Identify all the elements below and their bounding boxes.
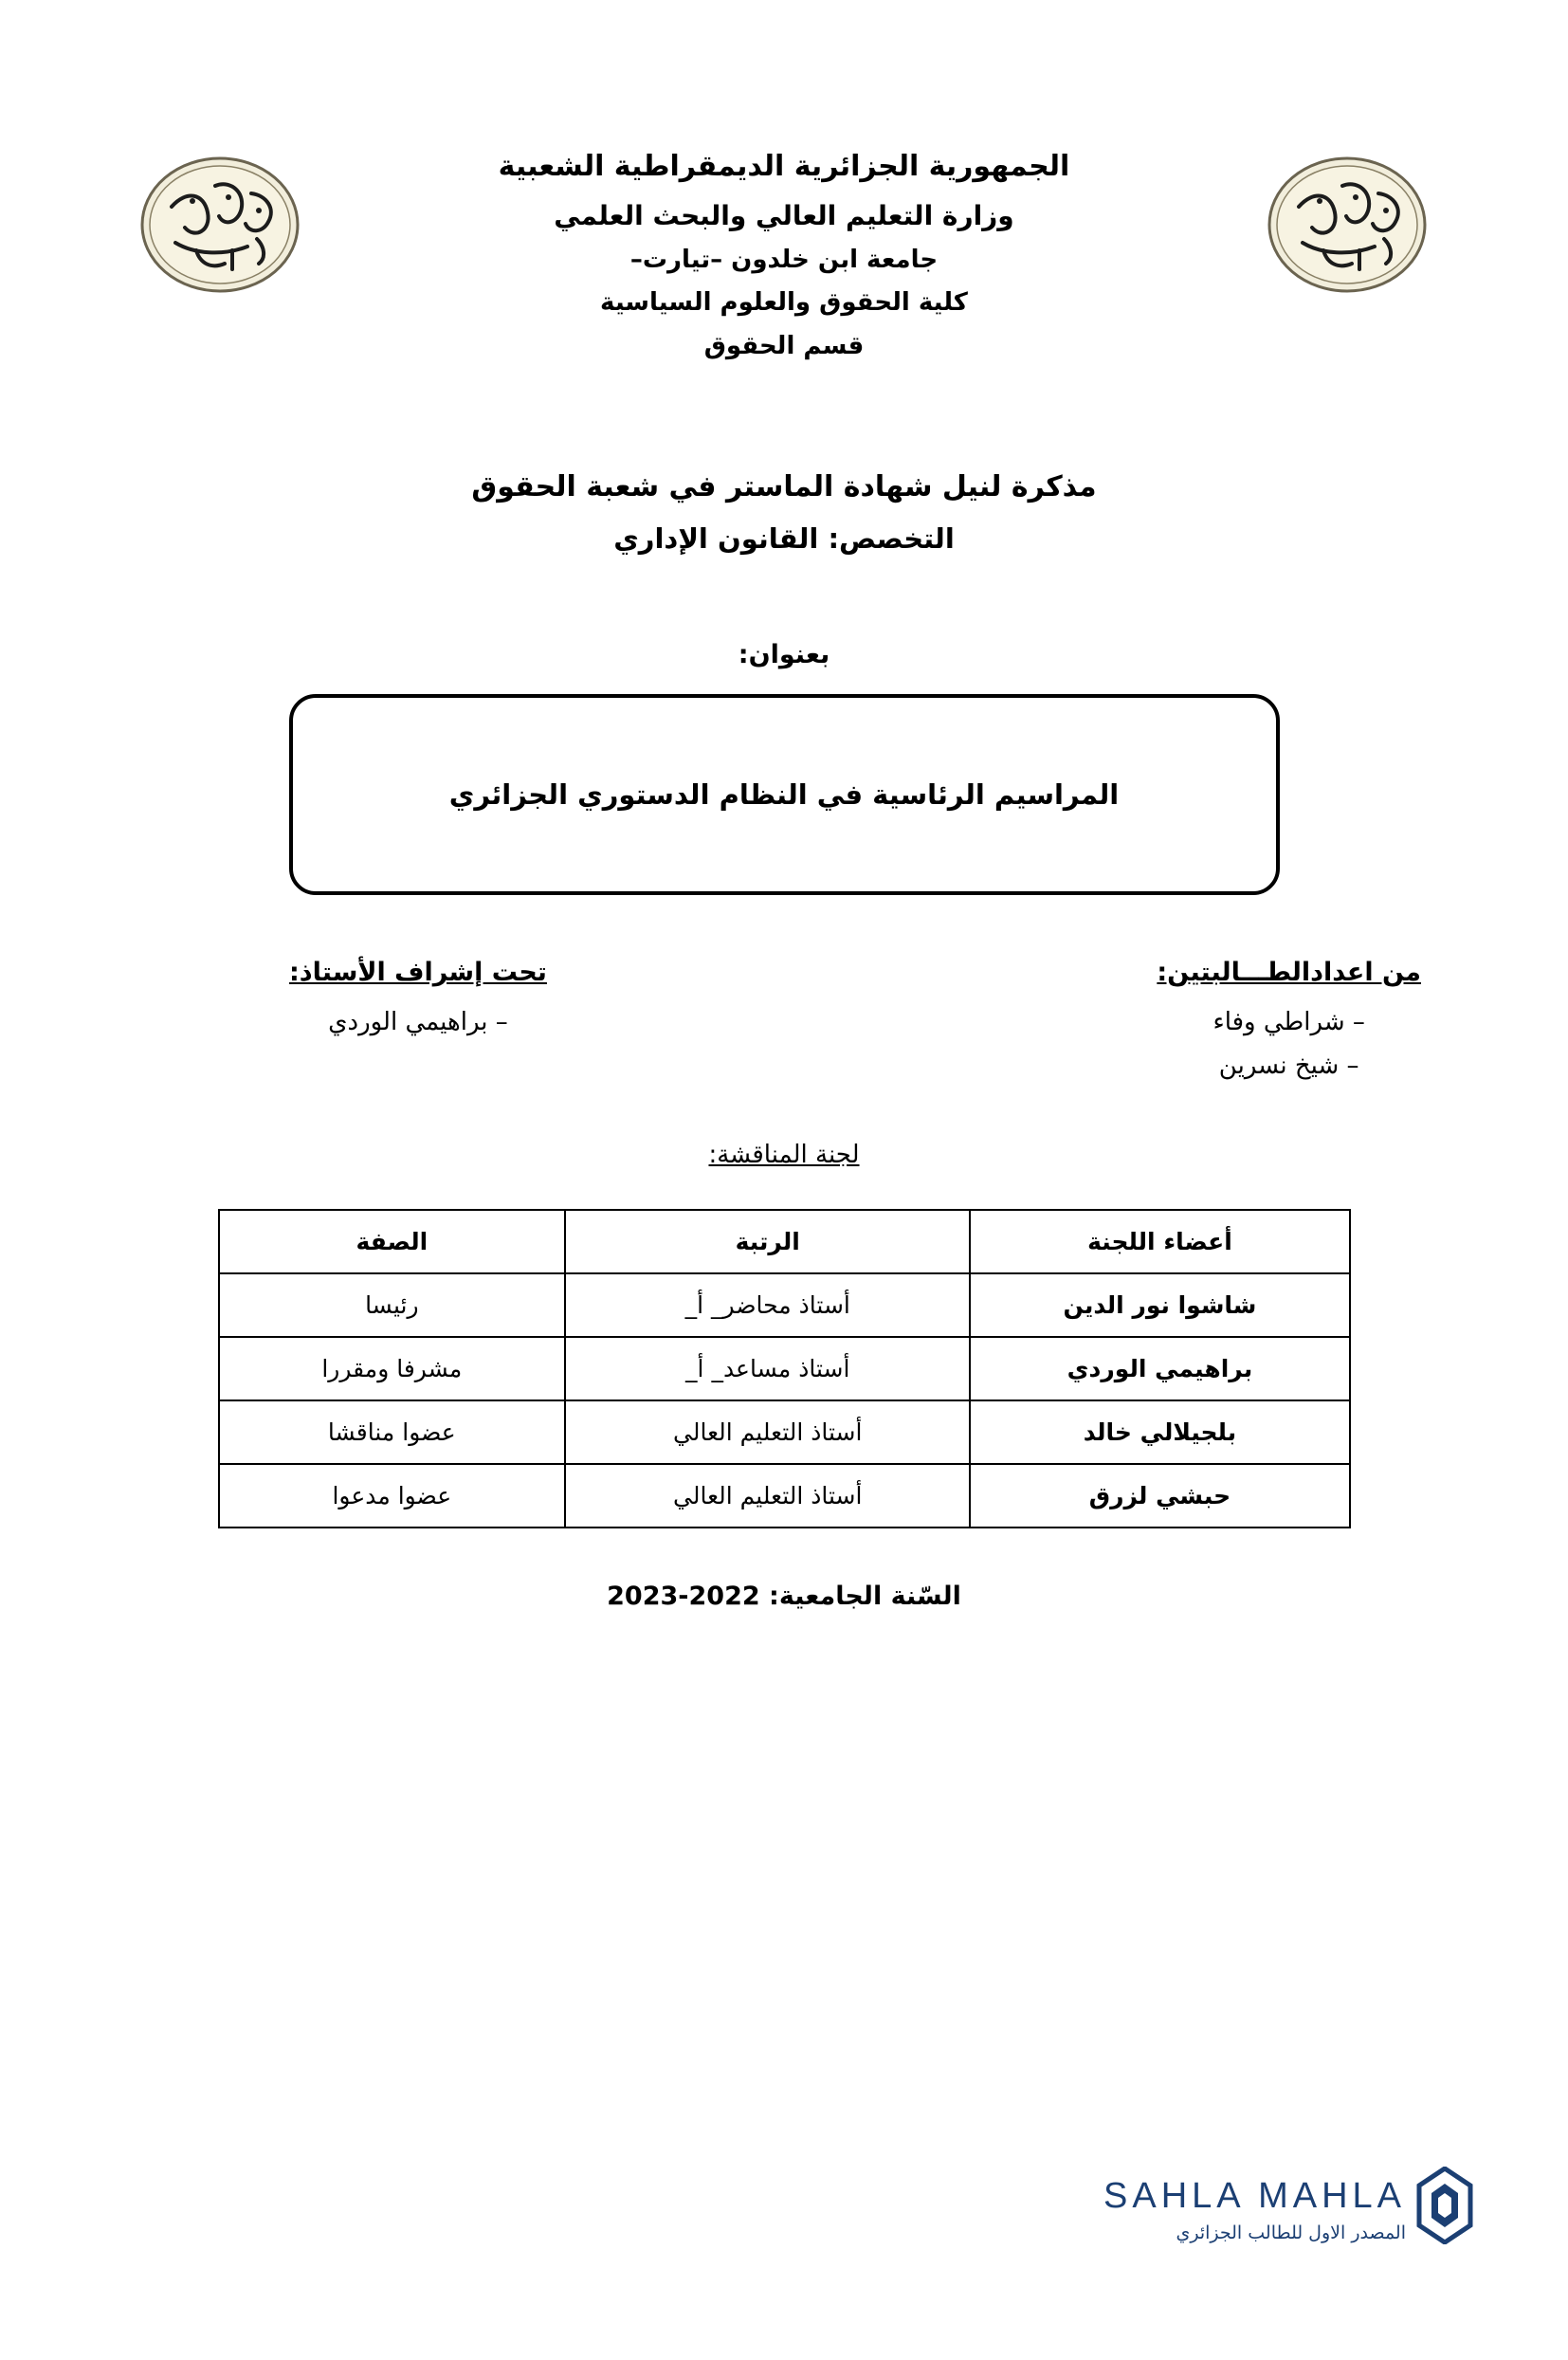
jury-member-name: بلجيلالي خالد [970, 1400, 1349, 1464]
title-label: بعنوان: [738, 640, 830, 670]
jury-member-rank: أستاذ محاضر_ أ_ [565, 1273, 970, 1337]
faculty-line: كلية الحقوق والعلوم السياسية [600, 288, 968, 317]
jury-member-name: براهيمي الوردي [970, 1337, 1349, 1400]
supervisor-name: – براهيمي الوردي [328, 1008, 508, 1037]
watermark-text [1103, 2176, 1406, 2243]
jury-member-rank: أستاذ مساعد_ أ_ [565, 1337, 970, 1400]
thesis-title: المراسيم الرئاسية في النظام الدستوري الجزائري [448, 778, 1120, 812]
supervisor-heading: تحت إشراف الأستاذ: [289, 958, 547, 988]
thesis-title-box [289, 694, 1280, 895]
document-page [0, 142, 1568, 2360]
country-line: الجمهورية الجزائرية الديمقراطية الشعبية [498, 150, 1070, 183]
document-header [0, 142, 1568, 368]
jury-member-rank: أستاذ التعليم العالي [565, 1400, 970, 1464]
academic-year: السّنة الجامعية: 2022-2023 [607, 1582, 961, 1612]
jury-member-role: مشرفا ومقررا [219, 1337, 566, 1400]
department-line: قسم الحقوق [703, 331, 865, 360]
university-seal-logo-left [137, 152, 303, 299]
jury-member-rank: أستاذ التعليم العالي [565, 1464, 970, 1528]
institution-heading [499, 142, 1070, 368]
university-seal-logo-right [1265, 152, 1431, 299]
student-name: – شيخ نسرين [1218, 1052, 1359, 1081]
jury-member-role: عضوا مناقشا [219, 1400, 566, 1464]
speciality-line: التخصص: القانون الإداري [613, 521, 955, 555]
student-name: – شراطي وفاء [1212, 1008, 1365, 1037]
jury-heading: لجنة المناقشة: [708, 1141, 860, 1170]
column-header-rank: الرتبة [565, 1210, 970, 1273]
watermark-tagline: المصدر الاول للطالب الجزائري [1176, 2223, 1406, 2243]
ministry-line: وزارة التعليم العالي والبحث العلمي [554, 199, 1014, 231]
watermark-brand: SAHLA MAHLA [1103, 2176, 1406, 2216]
authors-and-supervisor [0, 958, 1568, 1133]
jury-table [218, 1209, 1351, 1528]
table-row [219, 1337, 1350, 1400]
university-line: جامعة ابن خلدون –تيارت– [629, 245, 939, 274]
column-header-member: أعضاء اللجنة [970, 1210, 1349, 1273]
column-header-role: الصفة [219, 1210, 566, 1273]
sahla-mahla-icon [1415, 2167, 1474, 2244]
table-row [219, 1464, 1350, 1528]
students-heading: من اعدادالطـــالبتين: [1157, 958, 1421, 988]
table-row [219, 1400, 1350, 1464]
jury-member-role: رئيسا [219, 1273, 566, 1337]
jury-member-role: عضوا مدعوا [219, 1464, 566, 1528]
degree-line: مذكرة لنيل شهادة الماستر في شعبة الحقوق [471, 470, 1097, 503]
supervisor-column [289, 958, 547, 1052]
table-row [219, 1273, 1350, 1337]
students-column [1157, 958, 1421, 1095]
jury-member-name: حبشي لزرق [970, 1464, 1349, 1528]
jury-member-name: شاشوا نور الدين [970, 1273, 1349, 1337]
watermark-logo [1029, 2167, 1474, 2276]
table-header-row [219, 1210, 1350, 1273]
degree-block [0, 461, 1568, 564]
